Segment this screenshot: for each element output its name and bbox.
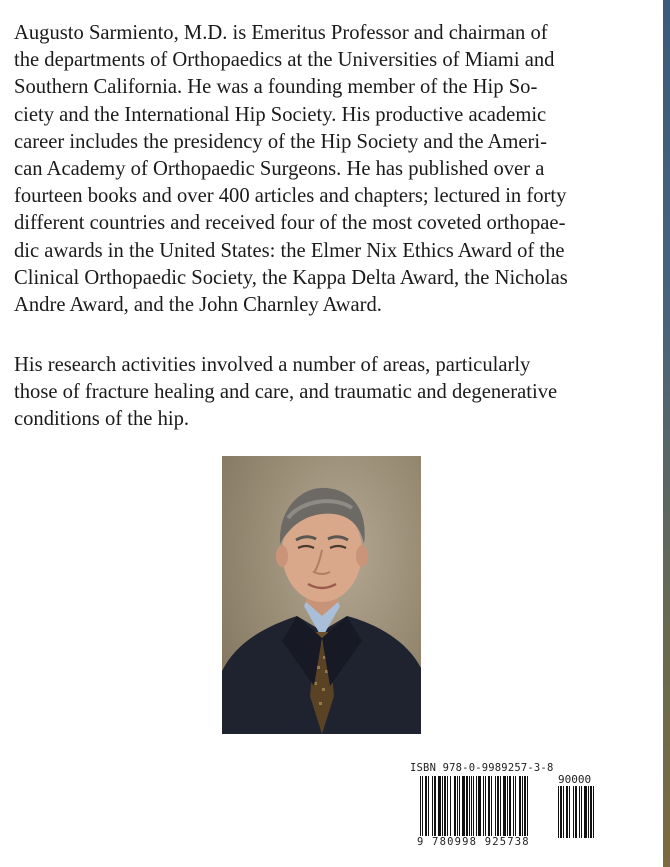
bio-line: His research activities involved a number of areas, particularly — [14, 354, 531, 376]
bio-line: the departments of Orthopaedics at the Universities of Miami and — [14, 49, 555, 72]
bio-line: fourteen books and over 400 articles and chapters; lectured in forty — [14, 185, 567, 208]
bio-line: Augusto Sarmiento, M.D. is Emeritus Professor and chairman of — [14, 22, 548, 44]
addon-barcode-bars — [558, 786, 608, 838]
bio-line: dic awards in the United States: the Elmer Nix Ethics Award of the — [14, 239, 565, 262]
bio-line: different countries and received four of the most coveted orthopae- — [14, 212, 566, 235]
bio-line: those of fracture healing and care, and traumatic and degenerative — [14, 381, 558, 404]
cover-edge — [663, 0, 670, 867]
author-portrait-illustration — [222, 456, 421, 734]
bio-line: Clinical Orthopaedic Society, the Kappa Delta Award, the Nicholas — [14, 266, 568, 289]
bio-line: career includes the presidency of the Hip Society and the Ameri- — [14, 130, 547, 153]
ean-barcode-bars — [420, 776, 552, 838]
bio-line: Southern California. He was a founding member of the Hip So- — [14, 76, 538, 99]
bio-line: conditions of the hip. — [14, 408, 190, 431]
bio-line: ciety and the International Hip Society. His productive academic — [14, 103, 547, 126]
author-bio-paragraph-1 — [14, 20, 632, 319]
isbn-barcode — [408, 760, 610, 852]
ean-digits: 9 780998 925738 — [417, 836, 530, 848]
isbn-label: ISBN 978-0-9989257-3-8 — [410, 762, 554, 774]
author-photo — [222, 456, 421, 734]
bio-line: Andre Award, and the John Charnley Award. — [14, 294, 382, 317]
barcode-addon-digits: 90000 — [558, 773, 592, 786]
author-bio-paragraph-2 — [14, 352, 632, 434]
bio-line: can Academy of Orthopaedic Surgeons. He has published over a — [14, 158, 545, 181]
